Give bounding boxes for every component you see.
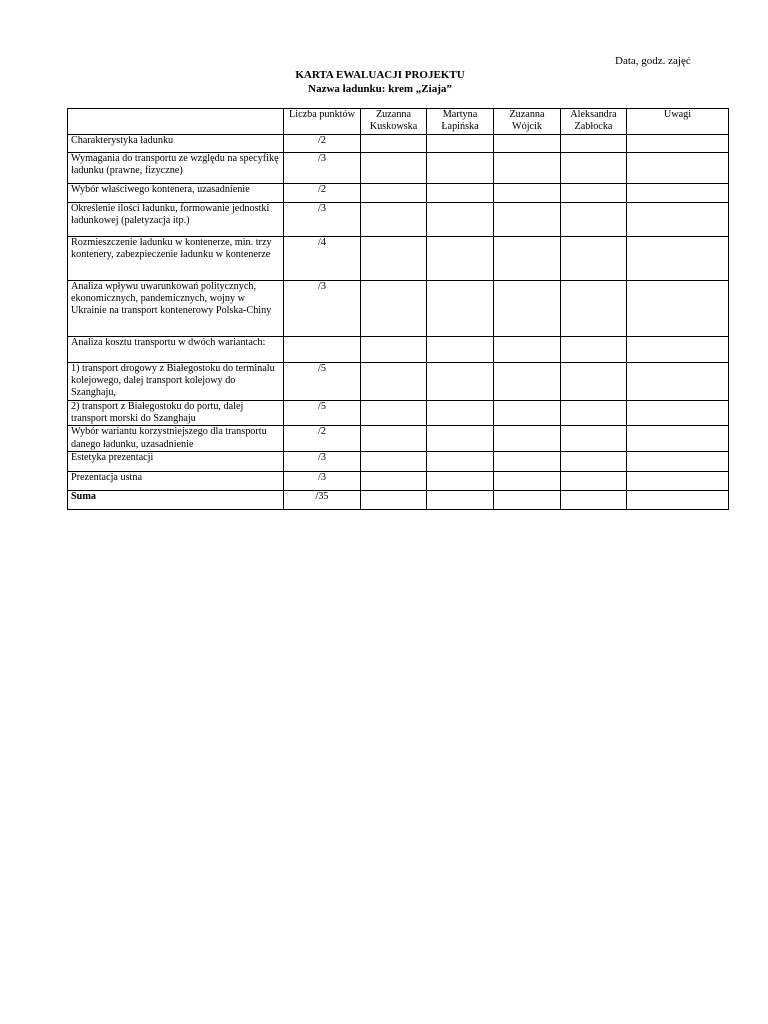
score-cell-kuskowska[interactable] (361, 184, 427, 203)
score-cell-zablocka[interactable] (561, 471, 627, 490)
table-row (68, 401, 729, 426)
score-cell-kuskowska[interactable] (361, 281, 427, 337)
document-title: KARTA EWALUACJI PROJEKTU (295, 69, 465, 81)
score-cell-zablocka[interactable] (561, 135, 627, 153)
score-cell-kuskowska[interactable] (361, 153, 427, 184)
criterion-cell: Rozmieszczenie ładunku w kontenerze, min. trzy kontenery, zabezpieczenie ładunku w kontenerze (68, 237, 284, 281)
max-points-value: /3 (318, 471, 326, 483)
max-points-value: /4 (318, 237, 326, 248)
notes-cell[interactable] (627, 153, 729, 184)
score-cell-zablocka[interactable] (561, 451, 627, 471)
score-cell-wojcik[interactable] (494, 184, 561, 203)
student-header-lapinska: Martyna Łapińska (427, 109, 494, 135)
score-cell-wojcik[interactable] (494, 363, 561, 401)
student-header-wojcik: Zuzanna Wójcik (494, 109, 561, 135)
score-cell-kuskowska[interactable] (361, 401, 427, 426)
total-cell-wojcik[interactable] (494, 490, 561, 509)
max-points-value: /2 (318, 426, 326, 438)
max-points-cell (284, 337, 361, 363)
total-cell-zablocka[interactable] (561, 490, 627, 509)
evaluation-table (67, 108, 729, 510)
table-row (68, 471, 729, 490)
class-date-label: Data, godz. zajęć (615, 55, 691, 67)
score-cell-wojcik[interactable] (494, 426, 561, 451)
max-points-cell (284, 184, 361, 203)
max-points-cell (284, 153, 361, 184)
score-cell-kuskowska[interactable] (361, 451, 427, 471)
cargo-name: Nazwa ładunku: krem „Ziaja” (308, 83, 452, 95)
table-row (68, 337, 729, 363)
score-cell-wojcik[interactable] (494, 281, 561, 337)
student-header-kuskowska: Zuzanna Kuskowska (361, 109, 427, 135)
score-cell-wojcik[interactable] (494, 451, 561, 471)
criterion-cell: Analiza wpływu uwarunkowań politycznych, ekonomicznych, pandemicznych, wojny w Ukrainie na transport kontenerowy Polska-Chiny (68, 281, 284, 337)
max-points-cell (284, 135, 361, 153)
criterion-cell: Analiza kosztu transportu w dwóch wariantach: (68, 337, 284, 363)
total-label: Suma (68, 490, 284, 509)
score-cell-wojcik[interactable] (494, 237, 561, 281)
criterion-cell: Określenie ilości ładunku, formowanie jednostki ładunkowej (paletyzacja itp.) (68, 203, 284, 237)
score-cell-lapinska[interactable] (427, 451, 494, 471)
table-row (68, 153, 729, 184)
criterion-cell: Prezentacja ustna (68, 471, 284, 490)
notes-cell[interactable] (627, 426, 729, 451)
max-points-value: /3 (318, 451, 326, 463)
score-cell-wojcik[interactable] (494, 401, 561, 426)
criterion-cell: Estetyka prezentacji (68, 451, 284, 471)
max-points-cell (284, 471, 361, 490)
score-cell-zablocka[interactable] (561, 203, 627, 237)
document-title-block (230, 68, 530, 96)
notes-cell[interactable] (627, 184, 729, 203)
max-points-value: /2 (318, 135, 326, 146)
score-cell-wojcik[interactable] (494, 337, 561, 363)
total-row (68, 490, 729, 509)
score-cell-wojcik[interactable] (494, 471, 561, 490)
table-row (68, 237, 729, 281)
table-row (68, 135, 729, 153)
score-cell-lapinska[interactable] (427, 471, 494, 490)
total-points-cell (284, 490, 361, 509)
notes-cell[interactable] (627, 281, 729, 337)
score-cell-lapinska[interactable] (427, 203, 494, 237)
notes-cell[interactable] (627, 451, 729, 471)
max-points-value: /2 (318, 184, 326, 195)
score-cell-kuskowska[interactable] (361, 237, 427, 281)
notes-header: Uwagi (627, 109, 729, 135)
max-points-value: /3 (318, 203, 326, 214)
total-notes-cell[interactable] (627, 490, 729, 509)
score-cell-lapinska[interactable] (427, 363, 494, 401)
score-cell-kuskowska[interactable] (361, 471, 427, 490)
score-cell-zablocka[interactable] (561, 184, 627, 203)
max-points-value: /5 (318, 363, 326, 374)
score-cell-wojcik[interactable] (494, 153, 561, 184)
max-points-cell (284, 426, 361, 451)
score-cell-kuskowska[interactable] (361, 203, 427, 237)
criterion-cell: 2) transport z Białegostoku do portu, dalej transport morski do Szanghaju (68, 401, 284, 426)
criterion-cell: Charakterystyka ładunku (68, 135, 284, 153)
criterion-cell: Wybór właściwego kontenera, uzasadnienie (68, 184, 284, 203)
student-header-zablocka: Aleksandra Zabłocka (561, 109, 627, 135)
score-cell-lapinska[interactable] (427, 401, 494, 426)
total-cell-lapinska[interactable] (427, 490, 494, 509)
score-cell-lapinska[interactable] (427, 184, 494, 203)
score-cell-lapinska[interactable] (427, 337, 494, 363)
table-row (68, 203, 729, 237)
criterion-cell: 1) transport drogowy z Białegostoku do terminalu kolejowego, dalej transport kolejowy do Szanghaju, (68, 363, 284, 401)
table-header-row (68, 109, 729, 135)
score-cell-kuskowska[interactable] (361, 363, 427, 401)
score-cell-zablocka[interactable] (561, 363, 627, 401)
total-points-value: /35 (315, 490, 329, 502)
points-header: Liczba punktów (284, 109, 361, 135)
max-points-cell (284, 203, 361, 237)
max-points-cell (284, 363, 361, 401)
notes-cell[interactable] (627, 337, 729, 363)
max-points-cell (284, 237, 361, 281)
max-points-value: /3 (318, 153, 326, 164)
table-row (68, 426, 729, 451)
score-cell-kuskowska[interactable] (361, 135, 427, 153)
score-cell-lapinska[interactable] (427, 426, 494, 451)
score-cell-kuskowska[interactable] (361, 337, 427, 363)
score-cell-zablocka[interactable] (561, 281, 627, 337)
score-cell-lapinska[interactable] (427, 135, 494, 153)
score-cell-lapinska[interactable] (427, 153, 494, 184)
score-cell-zablocka[interactable] (561, 426, 627, 451)
table-row (68, 451, 729, 471)
criteria-header (68, 109, 284, 135)
score-cell-kuskowska[interactable] (361, 426, 427, 451)
score-cell-zablocka[interactable] (561, 237, 627, 281)
notes-cell[interactable] (627, 237, 729, 281)
total-cell-kuskowska[interactable] (361, 490, 427, 509)
score-cell-zablocka[interactable] (561, 337, 627, 363)
criterion-cell: Wymagania do transportu ze względu na specyfikę ładunku (prawne, fizyczne) (68, 153, 284, 184)
max-points-cell (284, 451, 361, 471)
max-points-cell (284, 401, 361, 426)
table-row (68, 363, 729, 401)
notes-cell[interactable] (627, 471, 729, 490)
notes-cell[interactable] (627, 135, 729, 153)
table-row (68, 184, 729, 203)
table-row (68, 281, 729, 337)
max-points-cell (284, 281, 361, 337)
score-cell-zablocka[interactable] (561, 401, 627, 426)
criterion-cell: Wybór wariantu korzystniejszego dla transportu danego ładunku, uzasadnienie (68, 426, 284, 451)
max-points-value: /3 (318, 281, 326, 292)
score-cell-lapinska[interactable] (427, 237, 494, 281)
notes-cell[interactable] (627, 401, 729, 426)
score-cell-zablocka[interactable] (561, 153, 627, 184)
score-cell-wojcik[interactable] (494, 135, 561, 153)
score-cell-wojcik[interactable] (494, 203, 561, 237)
score-cell-lapinska[interactable] (427, 281, 494, 337)
max-points-value: /5 (318, 401, 326, 412)
notes-cell[interactable] (627, 203, 729, 237)
notes-cell[interactable] (627, 363, 729, 401)
